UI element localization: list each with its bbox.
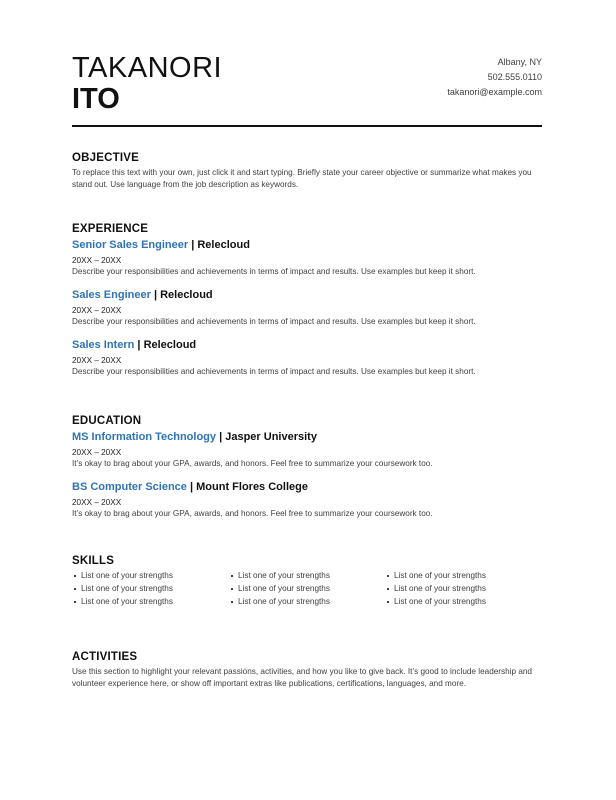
bullet-icon: [231, 601, 233, 603]
contact-info: [447, 55, 542, 100]
bullet-icon: [231, 588, 233, 590]
education-entry: [72, 430, 542, 470]
skill-item: [385, 583, 542, 595]
skill-text: List one of your strengths: [81, 571, 173, 580]
job-dates: 20XX – 20XX: [72, 356, 122, 365]
experience-entry: [72, 238, 542, 278]
contact-phone: 502.555.0110: [487, 72, 542, 82]
bullet-icon: [387, 575, 389, 577]
bullet-icon: [231, 575, 233, 577]
separator: |: [189, 481, 194, 493]
job-title: Senior Sales Engineer: [72, 239, 189, 251]
separator: |: [191, 239, 195, 251]
company-name: Relecloud: [197, 239, 250, 251]
separator: |: [137, 339, 141, 351]
job-dates: 20XX – 20XX: [72, 256, 122, 265]
degree-name: MS Information Technology: [72, 431, 217, 443]
skill-item: [385, 570, 542, 582]
contact-email: takanori@example.com: [447, 87, 542, 97]
experience-heading: [72, 338, 542, 353]
objective-text: To replace this text with your own, just click it and start typing. Briefly state your career objective or summarize what makes you stand out. Use language from the job description as keywords.: [72, 168, 532, 189]
education-dates: 20XX – 20XX: [72, 498, 122, 507]
skill-item: [72, 583, 229, 595]
job-title: Sales Engineer: [72, 289, 151, 301]
job-description: Describe your responsibilities and achievements in terms of impact and results. Use examples but keep it short.: [72, 317, 476, 326]
experience-section: [72, 223, 542, 378]
education-entry: [72, 480, 542, 520]
degree-name: BS Computer Science: [72, 481, 187, 493]
skill-text: List one of your strengths: [238, 571, 330, 580]
company-name: Relecloud: [160, 289, 213, 301]
bullet-icon: [387, 601, 389, 603]
skill-text: List one of your strengths: [238, 584, 330, 593]
school-name: Jasper University: [225, 431, 317, 443]
experience-entry: [72, 338, 542, 378]
job-dates: 20XX – 20XX: [72, 306, 122, 315]
education-heading: [72, 480, 542, 495]
bullet-icon: [387, 588, 389, 590]
activities-section: [72, 651, 542, 690]
contact-location: Albany, NY: [497, 57, 542, 67]
skill-item: [229, 596, 385, 608]
experience-entry: [72, 288, 542, 328]
education-title: EDUCATION: [72, 415, 142, 427]
header-divider: [72, 125, 542, 127]
bullet-icon: [74, 575, 76, 577]
first-name: TAKANORI: [72, 52, 223, 84]
skills-title: SKILLS: [72, 555, 115, 567]
education-heading: [72, 430, 542, 445]
skill-text: List one of your strengths: [394, 571, 486, 580]
bullet-icon: [74, 588, 76, 590]
education-dates: 20XX – 20XX: [72, 448, 122, 457]
skill-item: [229, 583, 385, 595]
bullet-icon: [74, 601, 76, 603]
skill-text: List one of your strengths: [81, 597, 173, 606]
skills-list: [72, 570, 542, 608]
activities-text: Use this section to highlight your relevant passions, activities, and how you like to give back. It’s good to include leadership and volunteer experience here, or show off important extras like publications, certifications, languages, and more.: [72, 667, 532, 688]
skill-item: [72, 596, 229, 608]
education-section: [72, 415, 542, 520]
skill-text: List one of your strengths: [238, 597, 330, 606]
skill-item: [72, 570, 229, 582]
job-description: Describe your responsibilities and achievements in terms of impact and results. Use examples but keep it short.: [72, 267, 476, 276]
last-name: ITO: [72, 83, 120, 115]
skills-section: [72, 555, 542, 608]
objective-title: OBJECTIVE: [72, 152, 139, 164]
separator: |: [153, 289, 158, 301]
separator: |: [219, 431, 223, 443]
job-title: Sales Intern: [72, 339, 135, 351]
company-name: Relecloud: [143, 339, 197, 351]
education-description: It’s okay to brag about your GPA, awards, and honors. Feel free to summarize your coursework too.: [72, 509, 433, 518]
objective-section: [72, 152, 542, 191]
skill-text: List one of your strengths: [81, 584, 173, 593]
education-description: It’s okay to brag about your GPA, awards, and honors. Feel free to summarize your coursework too.: [72, 459, 433, 468]
skill-item: [229, 570, 385, 582]
skill-text: List one of your strengths: [394, 597, 486, 606]
experience-title: EXPERIENCE: [72, 223, 149, 235]
school-name: Mount Flores College: [196, 481, 308, 493]
activities-title: ACTIVITIES: [72, 651, 138, 663]
experience-heading: [72, 238, 542, 253]
skill-text: List one of your strengths: [394, 584, 486, 593]
experience-heading: [72, 288, 542, 303]
skill-item: [385, 596, 542, 608]
job-description: Describe your responsibilities and achievements in terms of impact and results. Use examples but keep it short.: [72, 367, 476, 376]
